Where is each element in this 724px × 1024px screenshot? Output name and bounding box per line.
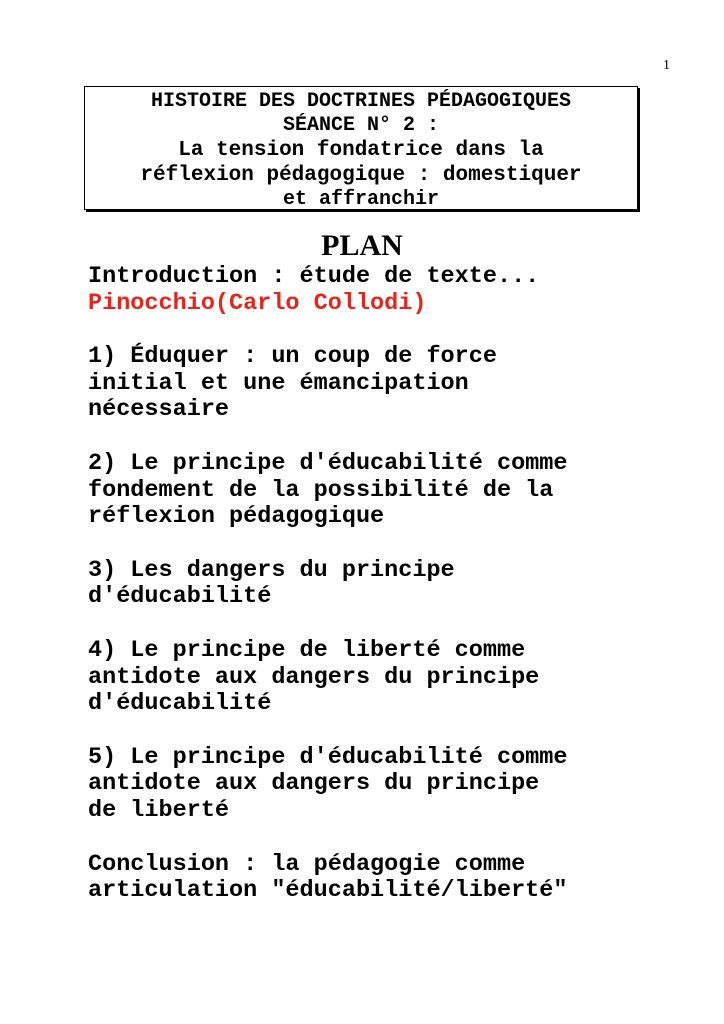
plan-heading — [0, 226, 724, 266]
section-3 — [88, 558, 688, 611]
course-title: HISTOIRE DES DOCTRINES PÉDAGOGIQUES — [150, 90, 572, 113]
introduction-text-reference: Pinocchio(Carlo Collodi) — [88, 289, 427, 317]
section-1-line-1: 1) Éduquer : un coup de force — [88, 343, 497, 371]
section-2-line-2: fondement de la possibilité de la — [88, 476, 554, 504]
introduction-line: Introduction : étude de texte... — [88, 263, 540, 290]
section-2-line-1: 2) Le principe d'éducabilité comme — [88, 449, 568, 477]
conclusion-line-2: articulation "éducabilité/liberté" — [88, 877, 568, 905]
section-5-line-1: 5) Le principe d'éducabilité comme — [88, 743, 568, 771]
plan-heading-text: PLAN — [321, 229, 403, 262]
section-5-line-3: de liberté — [88, 796, 230, 824]
title-box — [84, 86, 638, 210]
section-3-line-1: 3) Les dangers du principe — [88, 556, 455, 584]
session-title-line-3: et affranchir — [282, 188, 440, 211]
section-4 — [88, 638, 688, 718]
session-title-line-2: réflexion pédagogique : domestiquer — [140, 164, 582, 187]
section-4-line-1: 4) Le principe de liberté comme — [88, 636, 526, 664]
section-4-line-3: d'éducabilité — [88, 690, 272, 718]
session-title-line-1: La tension fondatrice dans la — [178, 139, 544, 162]
session-number: SÉANCE N° 2 : — [282, 114, 440, 137]
plan-outline — [88, 264, 688, 932]
page-number: 1 — [663, 58, 670, 73]
section-4-line-2: antidote aux dangers du principe — [88, 663, 540, 691]
section-5-line-2: antidote aux dangers du principe — [88, 770, 540, 798]
section-1-line-2: initial et une émancipation — [88, 369, 469, 397]
conclusion-entry — [88, 852, 688, 905]
section-2 — [88, 451, 688, 531]
section-3-line-2: d'éducabilité — [88, 583, 272, 611]
introduction-entry — [88, 264, 688, 317]
section-1 — [88, 344, 688, 424]
section-1-line-3: nécessaire — [88, 396, 230, 424]
section-2-line-3: réflexion pédagogique — [88, 503, 385, 531]
section-5 — [88, 745, 688, 825]
conclusion-line-1: Conclusion : la pédagogie comme — [88, 850, 526, 878]
